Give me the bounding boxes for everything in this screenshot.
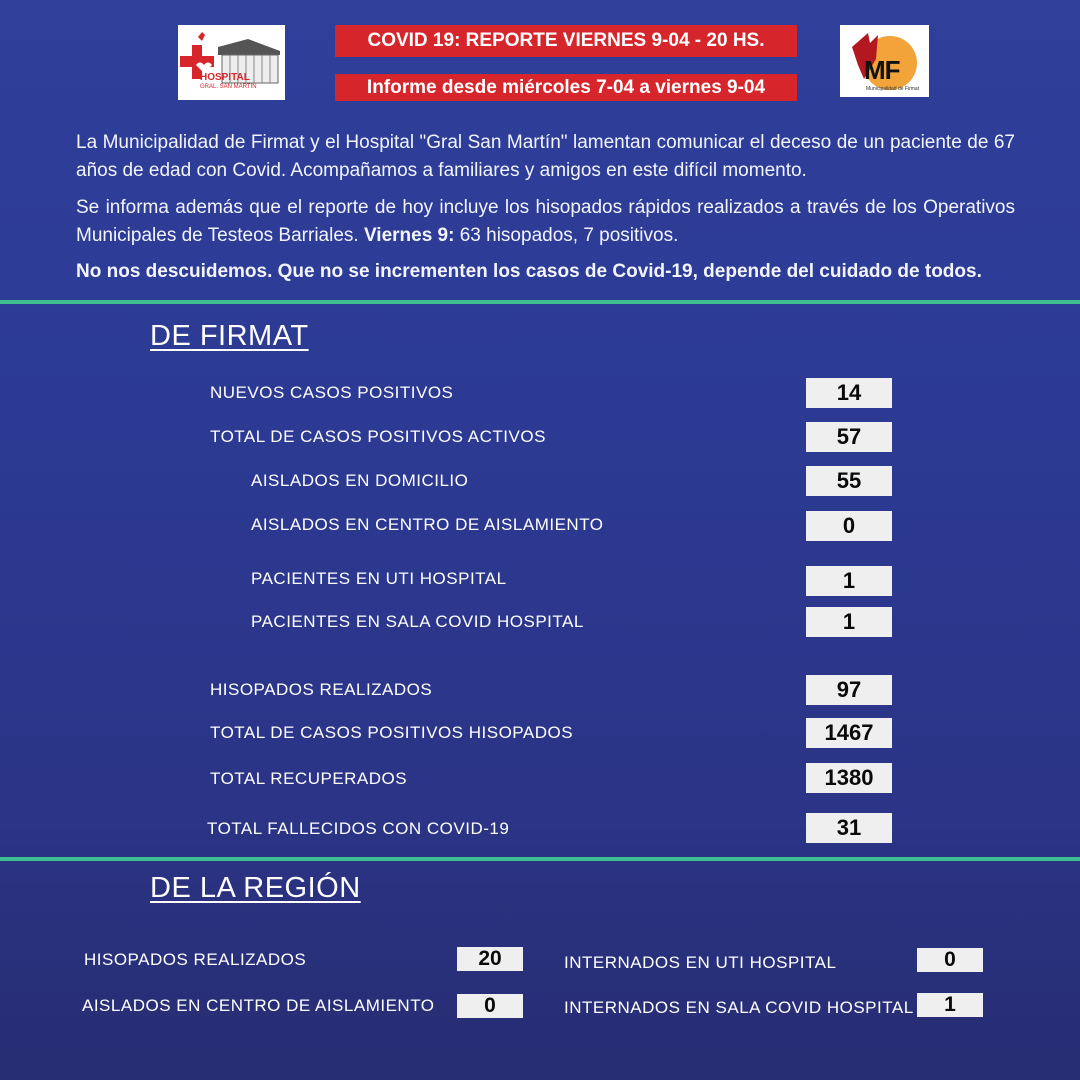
municipalidad-logo <box>840 25 929 97</box>
testing-info-text: Se informa además que el reporte de hoy incluye los hisopados rápidos realizados a través de los Operativos Municipales de Testeos Barriales. <box>76 197 1015 246</box>
row-label-nuevos-casos: NUEVOS CASOS POSITIVOS <box>210 383 454 402</box>
firmat-section-title: DE FIRMAT <box>150 320 309 352</box>
region-value-internados-sala: 1 <box>917 993 983 1017</box>
condolence-paragraph: La Municipalidad de Firmat y el Hospital "Gral San Martín" lamentan comunicar el deceso de un paciente de 67 años de edad con Covid. Acompañamos a familiares y amigos en este difícil momento. <box>76 132 1015 181</box>
mf-letters: MF <box>864 55 900 85</box>
value-recuperados: 1380 <box>806 763 892 793</box>
region-label-internados-uti: INTERNADOS EN UTI HOSPITAL <box>564 953 837 972</box>
value-pacientes-uti: 1 <box>806 566 892 596</box>
value-aislados-centro: 0 <box>806 511 892 541</box>
hospital-logo-text: HOSPITAL <box>200 72 250 83</box>
row-label-pacientes-sala: PACIENTES EN SALA COVID HOSPITAL <box>251 612 584 631</box>
report-period-banner: Informe desde miércoles 7-04 a viernes 9-04 <box>335 74 797 101</box>
row-label-pacientes-uti: PACIENTES EN UTI HOSPITAL <box>251 569 507 588</box>
value-casos-activos: 57 <box>806 422 892 452</box>
region-label-hisopados: HISOPADOS REALIZADOS <box>84 950 307 969</box>
region-section-title: DE LA REGIÓN <box>150 872 361 904</box>
region-value-hisopados: 20 <box>457 947 523 971</box>
hospital-logo-subtext: GRAL. SAN MARTIN <box>200 84 257 90</box>
row-label-aislados-centro: AISLADOS EN CENTRO DE AISLAMIENTO <box>251 515 604 534</box>
testing-info-day: Viernes 9: <box>363 225 455 246</box>
row-label-fallecidos: TOTAL FALLECIDOS CON COVID-19 <box>207 819 510 838</box>
row-label-total-positivos: TOTAL DE CASOS POSITIVOS HISOPADOS <box>210 723 574 742</box>
care-message-paragraph: No nos descuidemos. Que no se incrementen los casos de Covid-19, depende del cuidado de todos. <box>76 261 982 282</box>
row-label-recuperados: TOTAL RECUPERADOS <box>210 769 408 788</box>
row-label-casos-activos: TOTAL DE CASOS POSITIVOS ACTIVOS <box>210 427 546 446</box>
value-aislados-domicilio: 55 <box>806 466 892 496</box>
value-fallecidos: 31 <box>806 813 892 843</box>
section-divider <box>0 300 1080 304</box>
row-label-aislados-domicilio: AISLADOS EN DOMICILIO <box>251 471 469 490</box>
testing-info-paragraph <box>76 194 1015 250</box>
region-value-aislados-centro: 0 <box>457 994 523 1018</box>
region-value-internados-uti: 0 <box>917 948 983 972</box>
report-title-banner: COVID 19: REPORTE VIERNES 9-04 - 20 HS. <box>335 25 797 57</box>
section-divider <box>0 857 1080 861</box>
mf-caption: Municipalidad de Firmat <box>866 86 920 92</box>
hospital-logo <box>178 25 285 100</box>
region-label-aislados-centro: AISLADOS EN CENTRO DE AISLAMIENTO <box>82 996 435 1015</box>
value-total-positivos: 1467 <box>806 718 892 748</box>
value-pacientes-sala: 1 <box>806 607 892 637</box>
row-label-hisopados: HISOPADOS REALIZADOS <box>210 680 433 699</box>
value-hisopados: 97 <box>806 675 892 705</box>
region-label-internados-sala: INTERNADOS EN SALA COVID HOSPITAL <box>564 998 914 1017</box>
testing-info-result: 63 hisopados, 7 positivos. <box>454 225 679 246</box>
value-nuevos-casos: 14 <box>806 378 892 408</box>
